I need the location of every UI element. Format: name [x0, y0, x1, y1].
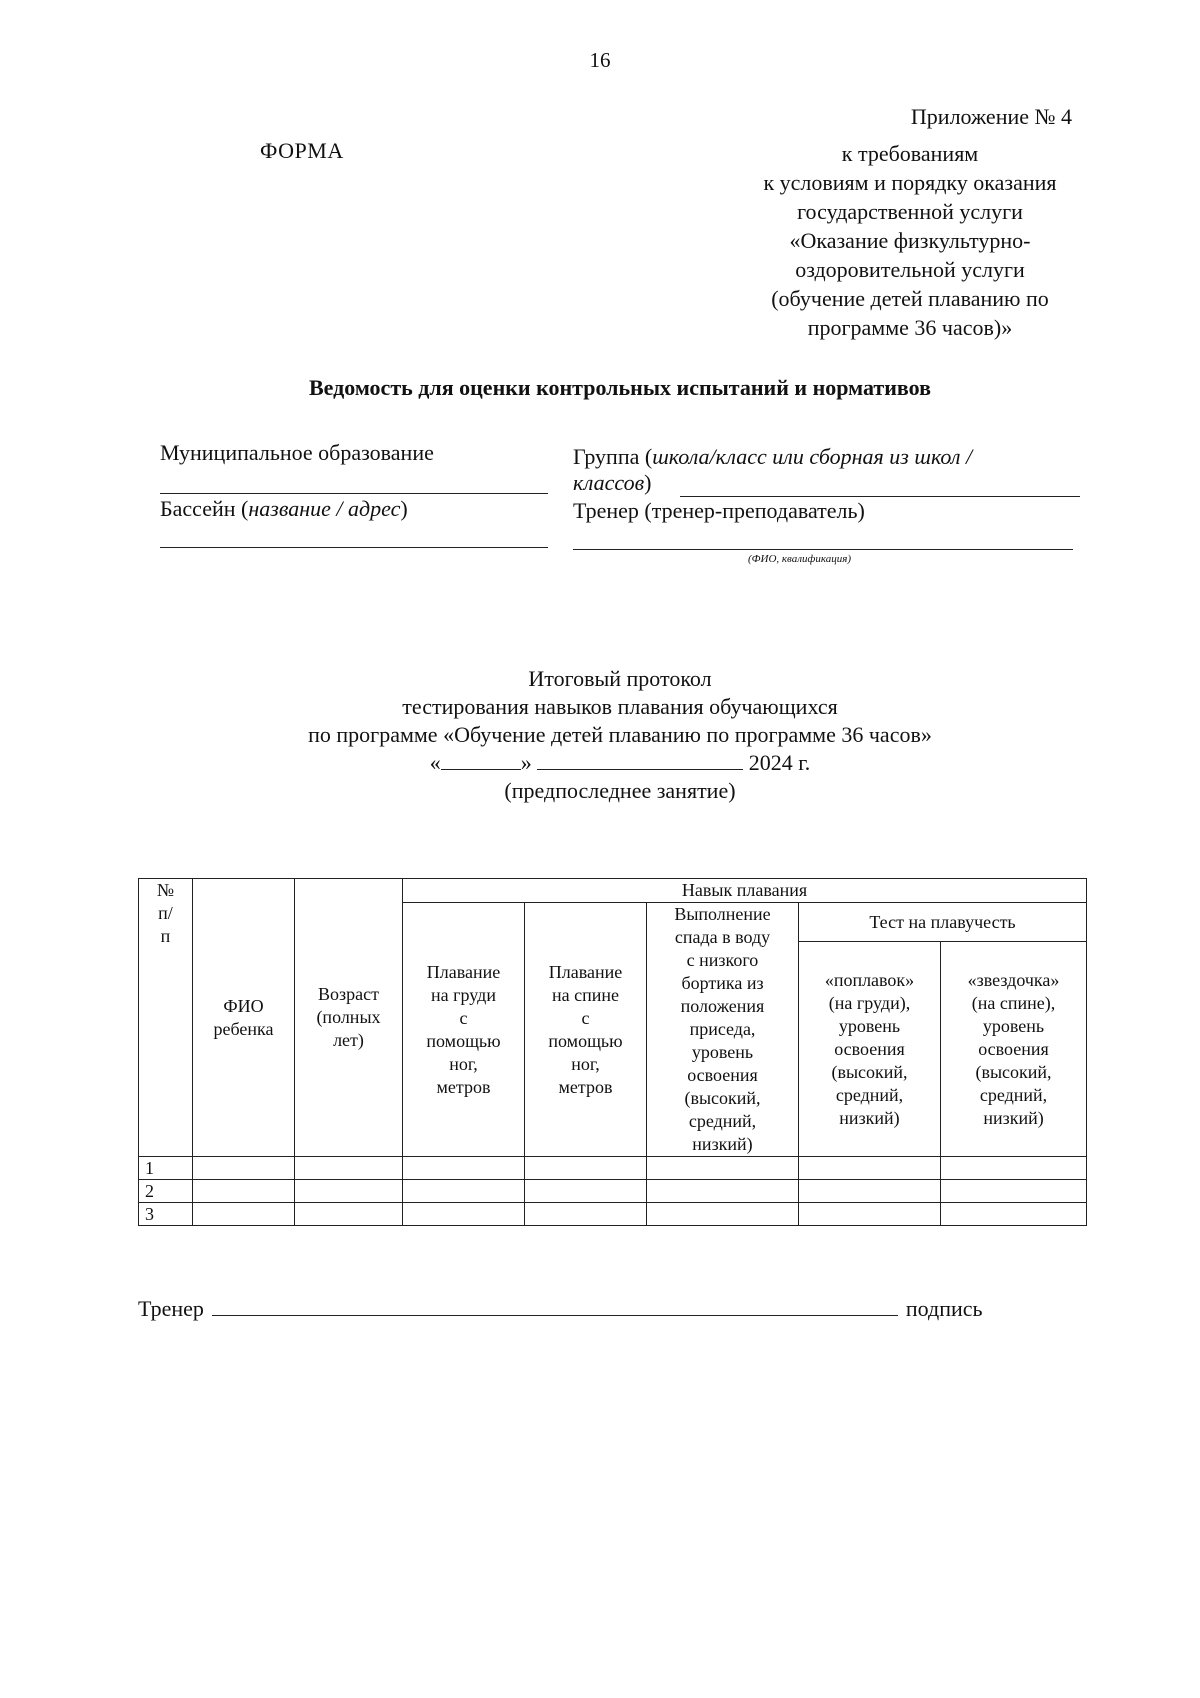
- table-cell[interactable]: [295, 1180, 403, 1203]
- signature-line: [138, 1293, 1038, 1322]
- table-cell[interactable]: [403, 1157, 525, 1180]
- table-cell[interactable]: [525, 1203, 647, 1226]
- protocol-date: « » 2024 г.: [429, 750, 811, 775]
- table-cell[interactable]: [295, 1157, 403, 1180]
- table-row: [139, 1203, 1087, 1226]
- table-cell[interactable]: [941, 1203, 1087, 1226]
- results-table: [138, 878, 1087, 1226]
- municipality-field-line[interactable]: [160, 493, 548, 494]
- table-cell[interactable]: [799, 1157, 941, 1180]
- header-float: «поплавок» (на груди), уровень освоения (высокий, средний, низкий): [799, 942, 941, 1157]
- table-cell[interactable]: [525, 1180, 647, 1203]
- date-day-blank[interactable]: [441, 749, 521, 770]
- group-field-line[interactable]: [680, 496, 1080, 497]
- header-name: ФИО ребенка: [193, 879, 295, 1157]
- table-cell[interactable]: [403, 1180, 525, 1203]
- header-star: «звездочка» (на спине), уровень освоения (высокий, средний, низкий): [941, 942, 1087, 1157]
- header-back: Плавание на спине с помощью ног, метров: [525, 903, 647, 1157]
- header-age: Возраст (полных лет): [295, 879, 403, 1157]
- pool-field-line[interactable]: [160, 547, 548, 548]
- table-row: [139, 1157, 1087, 1180]
- signature-suffix: подпись: [905, 1296, 983, 1321]
- trainer-label: Тренер (тренер-преподаватель): [573, 498, 865, 523]
- table-cell[interactable]: [193, 1203, 295, 1226]
- forma-label: ФОРМА: [260, 138, 344, 163]
- table-cell[interactable]: [799, 1203, 941, 1226]
- appendix-block: [700, 102, 1120, 342]
- table-cell[interactable]: [193, 1180, 295, 1203]
- header-jump: Выполнение спада в воду с низкого бортика из положения приседа, уровень освоения (высокий, средний, низкий): [647, 903, 799, 1157]
- protocol-note: (предпоследнее занятие): [504, 778, 736, 803]
- appendix-line: «Оказание физкультурно-: [789, 228, 1031, 253]
- table-row: [139, 1180, 1087, 1203]
- table-cell[interactable]: [403, 1203, 525, 1226]
- header-num: № п/ п: [139, 879, 193, 1157]
- pool-label: Бассейн (название / адрес): [160, 496, 408, 521]
- header-buoyancy: Тест на плавучесть: [799, 903, 1087, 942]
- signature-field[interactable]: [212, 1293, 898, 1316]
- protocol-line: по программе «Обучение детей плаванию по программе 36 часов»: [308, 722, 932, 747]
- protocol-title: [0, 665, 1200, 805]
- appendix-line: государственной услуги: [797, 199, 1023, 224]
- table-cell[interactable]: [941, 1180, 1087, 1203]
- table-cell[interactable]: [295, 1203, 403, 1226]
- table-cell[interactable]: [799, 1180, 941, 1203]
- appendix-line: к условиям и порядку оказания: [763, 170, 1057, 195]
- table-cell[interactable]: [941, 1157, 1087, 1180]
- row-number: 1: [139, 1157, 193, 1180]
- appendix-line: программе 36 часов)»: [807, 315, 1013, 340]
- group-label: Группа (школа/класс или сборная из школ /: [573, 444, 973, 469]
- header-chest: Плавание на груди с помощью ног, метров: [403, 903, 525, 1157]
- municipality-label: Муниципальное образование: [160, 440, 434, 465]
- trainer-field-line[interactable]: [573, 549, 1073, 550]
- row-number: 3: [139, 1203, 193, 1226]
- table-cell[interactable]: [647, 1203, 799, 1226]
- header-swim-skill: Навык плавания: [403, 879, 1087, 903]
- date-month-blank[interactable]: [537, 749, 743, 770]
- appendix-line: оздоровительной услуги: [795, 257, 1025, 282]
- page-number: 16: [589, 48, 611, 72]
- table-cell[interactable]: [193, 1157, 295, 1180]
- protocol-line: Итоговый протокол: [528, 666, 712, 691]
- protocol-line: тестирования навыков плавания обучающихся: [402, 694, 838, 719]
- table-cell[interactable]: [647, 1157, 799, 1180]
- signature-label: Тренер: [138, 1296, 204, 1321]
- appendix-line: (обучение детей плаванию по: [771, 286, 1049, 311]
- document-heading: Ведомость для оценки контрольных испытаний и нормативов: [309, 375, 931, 400]
- group-label-cont: классов): [573, 470, 652, 495]
- appendix-title: Приложение № 4: [910, 104, 1072, 129]
- table-cell[interactable]: [525, 1157, 647, 1180]
- table-cell[interactable]: [647, 1180, 799, 1203]
- appendix-line: к требованиям: [841, 141, 979, 166]
- trainer-field-note: (ФИО, квалификация): [748, 553, 851, 565]
- row-number: 2: [139, 1180, 193, 1203]
